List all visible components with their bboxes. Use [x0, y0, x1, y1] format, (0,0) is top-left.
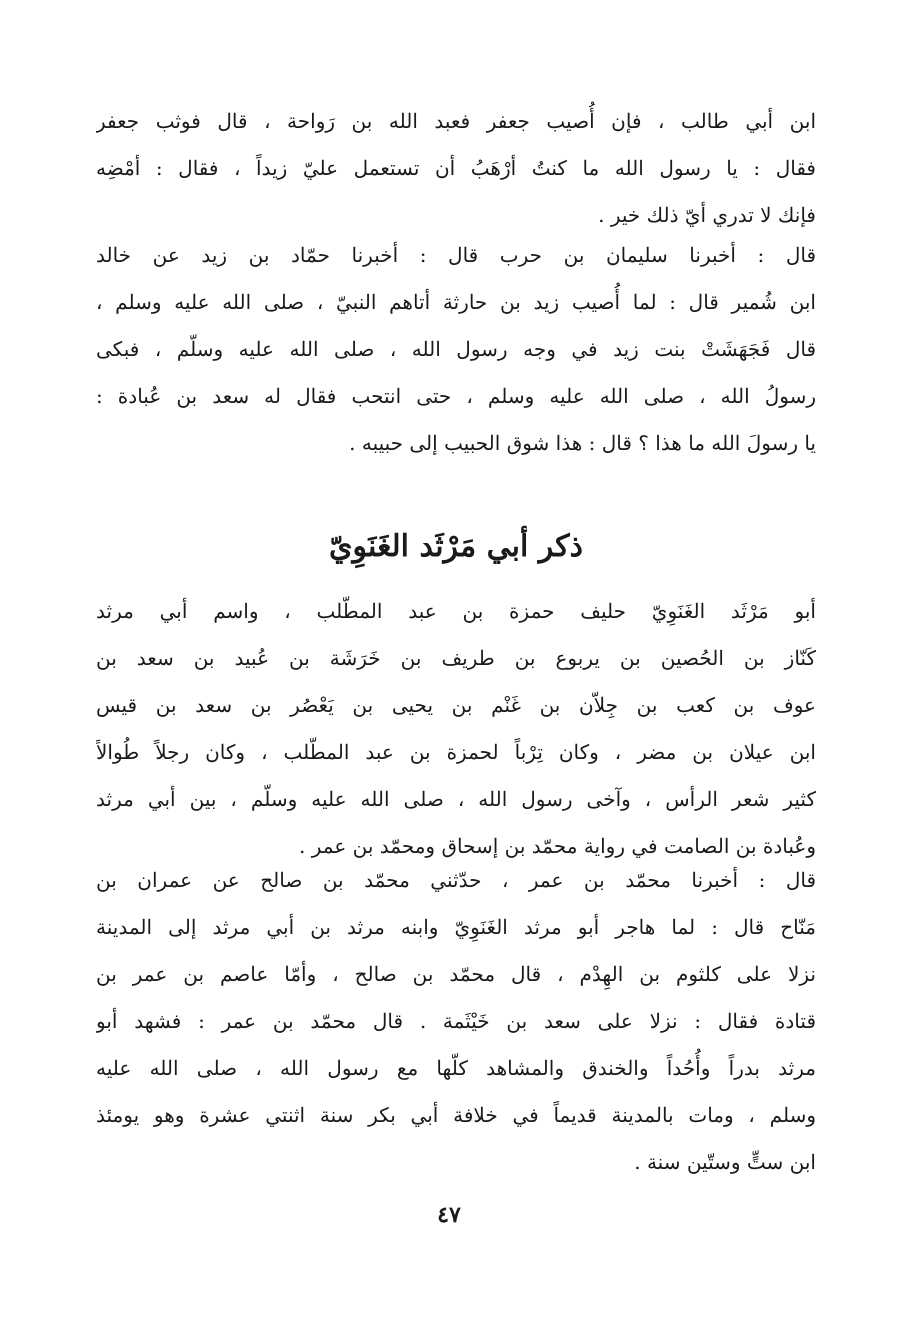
text-line: قال : أخبرنا محمّد بن عمر ، حدّثني محمّد بن صالح عن عمران بن — [96, 868, 816, 892]
text-line: مرثد بدراً وأُحُداً والخندق والمشاهد كلّها مع رسول الله ، صلى الله عليه — [96, 1056, 816, 1080]
text-line: قتادة فقال : نزلا على سعد بن خَيْثَمة . قال محمّد بن عمر : فشهد أبو — [96, 1009, 816, 1033]
section-heading: ذكر أبي مَرْثَد الغَنَوِيّ — [329, 529, 583, 564]
text-line: وعُبادة بن الصامت في رواية محمّد بن إسحاق ومحمّد بن عمر . — [299, 834, 816, 858]
text-line: ابن شُمير قال : لما أُصيب زيد بن حارثة أتاهم النبيّ ، صلى الله عليه وسلم ، — [96, 290, 816, 314]
text-line: رسولُ الله ، صلى الله عليه وسلم ، حتى انتحب فقال له سعد بن عُبادة : — [96, 384, 816, 408]
text-line: مَنّاح قال : لما هاجر أبو مرثد الغَنَوِيّ وابنه مرثد بن أبي مرثد إلى المدينة — [96, 915, 816, 939]
text-line: كَنّاز بن الحُصين بن يربوع بن طريف بن خَرَشَة بن عُبيد بن سعد بن — [96, 646, 816, 670]
text-line: وسلم ، ومات بالمدينة قديماً في خلافة أبي بكر سنة اثنتي عشرة وهو يومئذ — [96, 1103, 816, 1127]
page-number: ٤٧ — [437, 1202, 461, 1228]
text-line: عوف بن كعب بن جِلاّن بن غَنْم بن يحيى بن يَعْصُر بن سعد بن قيس — [96, 693, 816, 717]
text-line: ابن أبي طالب ، فإن أُصيب جعفر فعبد الله بن رَواحة ، قال فوثب جعفر — [96, 109, 816, 133]
paragraph-2 — [96, 232, 816, 467]
text-line: فإنك لا تدري أيّ ذلك خير . — [598, 203, 816, 227]
text-line: نزلا على كلثوم بن الهِدْم ، قال محمّد بن صالح ، وأمّا عاصم بن عمر بن — [96, 962, 816, 986]
text-line: قال : أخبرنا سليمان بن حرب قال : أخبرنا حمّاد بن زيد عن خالد — [96, 243, 816, 267]
text-line: ابن عيلان بن مضر ، وكان تِرْباً لحمزة بن عبد المطّلب ، وكان رجلاً طُوالاً — [96, 740, 816, 764]
text-line: ابن ستٍّ وستّين سنة . — [634, 1150, 816, 1174]
paragraph-4 — [96, 857, 816, 1186]
text-line: فقال : يا رسول الله ما كنتُ أرْهَبُ أن تستعمل عليّ زيداً ، فقال : أمْضِه — [96, 156, 816, 180]
text-line: كثير شعر الرأس ، وآخى رسول الله ، صلى الله عليه وسلّم ، بين أبي مرثد — [96, 787, 816, 811]
text-line: يا رسولَ الله ما هذا ؟ قال : هذا شوق الحبيب إلى حبيبه . — [349, 431, 816, 455]
text-line: أبو مَرْثَد الغَنَوِيّ حليف حمزة بن عبد المطّلب ، واسم أبي مرثد — [96, 599, 816, 623]
paragraph-1 — [96, 98, 816, 239]
text-line: قال فَجَهَشَتْ بنت زيد في وجه رسول الله ، صلى الله عليه وسلّم ، فبكى — [96, 337, 816, 361]
paragraph-3 — [96, 588, 816, 870]
